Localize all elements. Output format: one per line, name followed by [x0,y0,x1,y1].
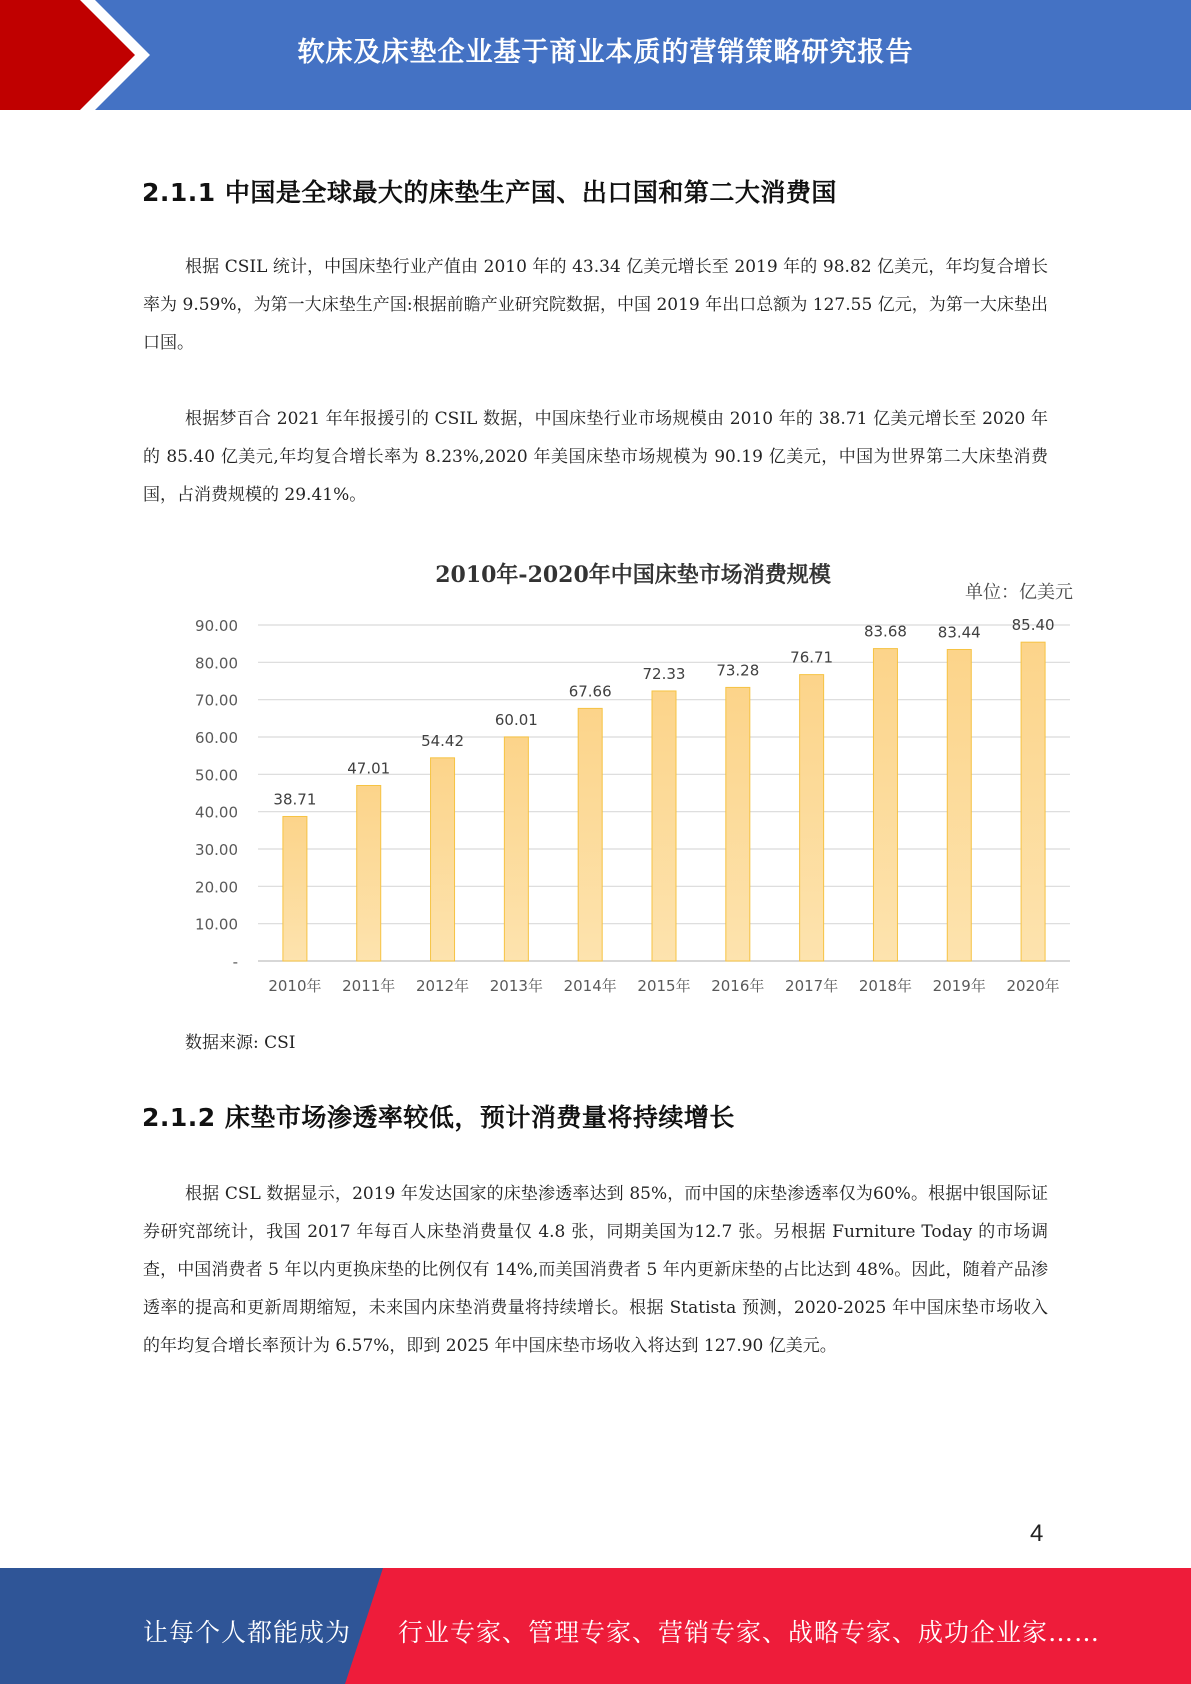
x-category-label: 2020年 [1006,977,1060,995]
bar-chart-svg [150,550,1080,1010]
chart-title: 2010年-2020年中国床垫市场消费规模 [435,562,831,588]
bar-2015年 [652,691,676,961]
bar-value-label: 72.33 [642,664,686,683]
footer-slogan-right: 行业专家、管理专家、营销专家、战略专家、成功企业家…… [398,1618,1101,1647]
x-category-label: 2018年 [858,977,913,995]
data-source-note: 数据来源: CSI [185,1033,296,1053]
bar-2012年 [431,758,455,961]
report-title: 软床及床垫企业基于商业本质的营销策略研究报告 [297,37,914,68]
bar-2014年 [578,708,602,961]
y-tick-label: - [232,953,238,971]
y-tick-label: 80.00 [195,654,238,673]
bar-2020年 [1021,642,1045,961]
bar-2013年 [504,737,528,961]
bar-value-label: 47.01 [347,759,391,778]
x-category-label: 2010年 [268,977,322,995]
market-size-chart [150,550,1080,1010]
bar-value-label: 54.42 [421,731,465,750]
y-tick-label: 10.00 [195,915,238,934]
bar-value-label: 76.71 [790,648,834,667]
bar-value-label: 38.71 [273,790,317,809]
x-category-label: 2015年 [637,977,691,995]
bar-value-label: 60.01 [494,710,538,729]
bar-2019年 [947,649,971,961]
x-category-label: 2019年 [932,977,986,995]
y-tick-label: 40.00 [195,803,238,822]
x-category-label: 2011年 [342,977,396,995]
bar-2010年 [283,816,307,961]
y-tick-label: 70.00 [195,691,238,710]
bar-2018年 [873,649,897,961]
section-heading-2-1-1: 2.1.1 中国是全球最大的床垫生产国、出口国和第二大消费国 [142,178,837,207]
page-header [0,0,1191,110]
chart-unit-label: 单位：亿美元 [965,582,1073,603]
x-category-label: 2014年 [563,977,617,995]
paragraph-consumption: 根据梦百合 2021 年年报援引的 CSIL 数据，中国床垫行业市场规模由 2010 年的 38.71 亿美元增长至 2020 年的 85.40 亿美元,年均复合增长率为 8.23%,2020 年美国床垫市场规模为 90.19 亿美元，中国为世界第二大床垫消费国，占消费规模的 29.41%。 [143,409,1048,505]
paragraph-penetration: 根据 CSL 数据显示，2019 年发达国家的床垫渗透率达到 85%，而中国的床垫渗透率仅为60%。根据中银国际证券研究部统计，我国 2017 年每百人床垫消费量仅 4.8 张，同期美国为12.7 张。另根据 Furniture Today 的市场调查，中国消费者 5 年以内更换床垫的比例仅有 14%,而美国消费者 5 年内更新床垫的占比达到 48%。因此，随着产品渗透率的提高和更新周期缩短，未来国内床垫消费量将持续增长。根据 Statista 预测，2020-2025 年中国床垫市场收入的年均复合增长率预计为 6.57%，即到 2025 年中国床垫市场收入将达到 127.90 亿美元。 [143,1184,1048,1356]
footer-slogan-left: 让每个人都能成为 [143,1618,352,1647]
y-tick-label: 60.00 [195,729,238,747]
x-category-label: 2016年 [711,977,765,995]
x-category-label: 2012年 [415,977,470,995]
bar-value-label: 73.28 [716,661,760,680]
x-category-label: 2017年 [785,977,839,995]
bar-2016年 [726,687,750,961]
page-footer [0,1568,1191,1684]
bar-2011年 [357,785,381,961]
section-heading-2-1-2: 2.1.2 床垫市场渗透率较低，预计消费量将持续增长 [142,1103,735,1132]
x-category-label: 2013年 [489,977,543,995]
bar-value-label: 67.66 [568,682,612,701]
y-tick-label: 50.00 [195,766,238,785]
paragraph-production: 根据 CSIL 统计，中国床垫行业产值由 2010 年的 43.34 亿美元增长至 2019 年的 98.82 亿美元，年均复合增长率为 9.59%，为第一大床垫生产国:根据前瞻产业研究院数据，中国 2019 年出口总额为 127.55 亿元，为第一大床垫出口国。 [143,257,1048,353]
y-tick-label: 90.00 [195,617,238,635]
bar-value-label: 83.68 [863,622,907,641]
y-tick-label: 30.00 [195,841,238,859]
y-tick-label: 20.00 [195,878,238,897]
bar-value-label: 85.40 [1011,616,1055,635]
page-number: 4 [1030,1520,1044,1547]
bar-2017年 [800,675,824,961]
bar-value-label: 83.44 [937,623,981,642]
